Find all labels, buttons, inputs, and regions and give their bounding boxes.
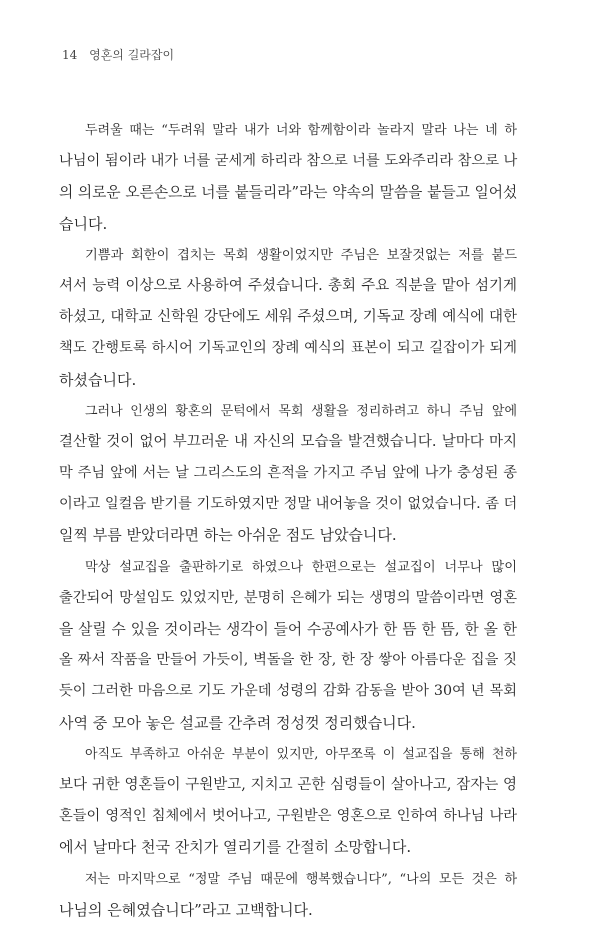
text-line-content: 결산할 것이 없어 부끄러운 내 자신의 모습을 발견했습니다. 날마다 마지	[59, 433, 517, 450]
text-line-content: 셔서 능력 이상으로 사용하여 주셨습니다. 총회 주요 직분을 맡아 섬기게	[59, 277, 517, 294]
text-line-content: 아직도 부족하고 아쉬운 부분이 있지만, 아무쪼록 이 설교집을 통해 천하	[85, 746, 517, 762]
text-line	[59, 614, 517, 645]
text-line	[59, 333, 517, 364]
text-line-content: 막상 설교집을 출판하기로 하였으나 한편으로는 설교집이 너무나 많이	[85, 559, 517, 575]
text-line	[59, 801, 517, 832]
text-line	[59, 365, 517, 396]
text-line-content: 습니다.	[59, 214, 108, 233]
text-line	[59, 177, 517, 208]
text-line-content: 그러나 인생의 황혼의 문턱에서 목회 생활을 정리하려고 하니 주님 앞에	[85, 403, 517, 419]
text-line	[59, 302, 517, 333]
text-line-content: 듯이 그러한 마음으로 기도 가운데 성령의 감화 감동을 받아 30여 년 목회	[59, 683, 517, 700]
body-text	[59, 115, 517, 926]
text-line	[59, 645, 517, 676]
text-line	[59, 739, 517, 770]
text-line	[59, 240, 517, 271]
text-line-content: 보다 귀한 영혼들이 구원받고, 지치고 곤한 심령들이 살아나고, 잠자는 영	[59, 776, 517, 793]
text-line	[59, 583, 517, 614]
text-line	[59, 520, 517, 551]
text-line-content: 사역 중 모아 놓은 설교를 간추려 정성껏 정리했습니다.	[59, 713, 416, 732]
text-line	[59, 552, 517, 583]
text-line-content: 막 주님 앞에 서는 날 그리스도의 흔적을 가지고 주님 앞에 나가 충성된 종	[59, 465, 517, 482]
text-line-content: 하셨습니다.	[59, 370, 137, 389]
text-line-content: 책도 간행토록 하시어 기독교인의 장례 예식의 표본이 되고 길잡이가 되게	[59, 340, 517, 357]
text-line	[59, 676, 517, 707]
text-line-content: 하셨고, 대학교 신학원 강단에도 세워 주셨으며, 기독교 장례 예식에 대한	[59, 309, 517, 326]
text-line-content: 혼들이 영적인 침체에서 벗어나고, 구원받은 영혼으로 인하여 하나님 나라	[59, 808, 517, 825]
text-line	[59, 115, 517, 146]
text-line	[59, 895, 517, 926]
text-line	[59, 427, 517, 458]
text-line-content: 일찍 부름 받았더라면 하는 아쉬운 점도 남았습니다.	[59, 526, 397, 545]
page-number: 14	[62, 48, 78, 62]
text-line	[59, 832, 517, 863]
text-line	[59, 146, 517, 177]
text-line	[59, 458, 517, 489]
text-line-content: 저는 마지막으로 “정말 주님 때문에 행복했습니다”, “나의 모든 것은 하	[85, 871, 517, 887]
text-line	[59, 271, 517, 302]
text-line-content: 기쁨과 회한이 겹치는 목회 생활이었지만 주님은 보잘것없는 저를 붙드	[85, 247, 517, 263]
text-line-content: 이라고 일컬음 받기를 기도하였지만 정말 내어놓을 것이 없었습니다. 좀 더	[59, 496, 518, 513]
text-line	[59, 209, 517, 240]
text-line-content: 올 짜서 작품을 만들어 가듯이, 벽돌을 한 장, 한 장 쌓아 아름다운 집을 짓	[59, 652, 517, 669]
text-line-content: 출간되어 망설임도 있었지만, 분명히 은혜가 되는 생명의 말씀이라면 영혼	[59, 589, 517, 606]
text-line	[59, 396, 517, 427]
text-line	[59, 489, 517, 520]
text-line-content: 나님의 은혜였습니다”라고 고백합니다.	[59, 900, 313, 919]
text-line-content: 나님이 됨이라 내가 너를 굳세게 하리라 참으로 너를 도와주리라 참으로 나	[59, 153, 518, 170]
text-line-content: 에서 날마다 천국 잔치가 열리기를 간절히 소망합니다.	[59, 838, 412, 857]
text-line-content: 을 살릴 수 있을 것이라는 생각이 들어 수공예사가 한 뜸 한 뜸, 한 올 한	[59, 621, 517, 638]
text-line-content: 두려울 때는 “두려워 말라 내가 너와 함께함이라 놀라지 말라 나는 네 하	[85, 123, 517, 138]
text-line-content: 의 의로운 오른손으로 너를 붙들리라”라는 약속의 말씀을 붙들고 일어섰	[59, 184, 518, 202]
running-header	[62, 46, 174, 63]
text-line	[59, 864, 517, 895]
text-line	[59, 708, 517, 739]
running-title: 영혼의 길라잡이	[89, 48, 175, 62]
text-line	[59, 770, 517, 801]
